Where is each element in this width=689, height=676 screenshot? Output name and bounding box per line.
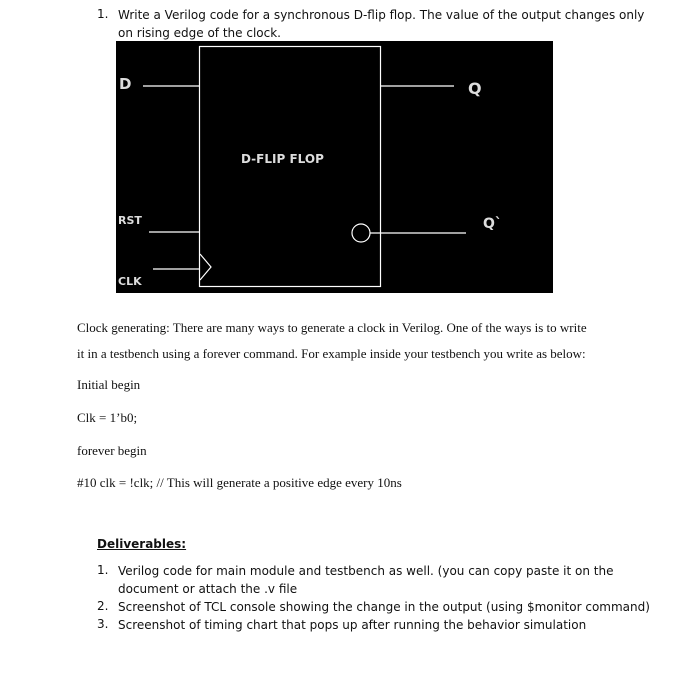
diagram-title: D-FLIP FLOP: [241, 152, 324, 166]
paragraph-line1: Clock generating: There are many ways to generate a clock in Verilog. One of the ways is to write: [77, 320, 587, 335]
deliverable-number: 1.: [97, 563, 109, 577]
dff-diagram-svg: [116, 41, 553, 293]
label-q: Q: [468, 79, 482, 98]
label-clk: CLK: [118, 275, 142, 288]
clock-triangle: [200, 254, 211, 280]
question-text-line1: Write a Verilog code for a synchronous D-flip flop. The value of the output changes only: [118, 8, 645, 22]
inversion-bubble: [352, 224, 370, 242]
deliverables-title: Deliverables:: [97, 537, 187, 551]
dff-diagram: [116, 41, 553, 293]
question-number: 1.: [97, 7, 109, 21]
deliverable-text-cont: document or attach the .v file: [118, 582, 298, 596]
code-line-toggle: #10 clk = !clk; // This will generate a positive edge every 10ns: [77, 475, 402, 490]
deliverable-text: Screenshot of timing chart that pops up after running the behavior simulation: [118, 618, 587, 632]
code-line-forever: forever begin: [77, 443, 147, 458]
deliverable-number: 2.: [97, 599, 109, 613]
deliverable-text: Screenshot of TCL console showing the change in the output (using $monitor command): [118, 600, 650, 614]
label-qbar: Q`: [483, 216, 502, 232]
question-text-line2: on rising edge of the clock.: [118, 26, 281, 40]
dff-box: [200, 47, 381, 287]
deliverable-number: 3.: [97, 617, 109, 631]
label-rst: RST: [118, 214, 142, 227]
deliverable-text: Verilog code for main module and testbench as well. (you can copy paste it on the: [118, 564, 614, 578]
paragraph-line2: it in a testbench using a forever command. For example inside your testbench you write as below:: [77, 346, 586, 361]
label-d: D: [119, 75, 132, 93]
code-line-initial: Initial begin: [77, 377, 141, 392]
code-line-clk-init: Clk = 1’b0;: [77, 410, 138, 425]
